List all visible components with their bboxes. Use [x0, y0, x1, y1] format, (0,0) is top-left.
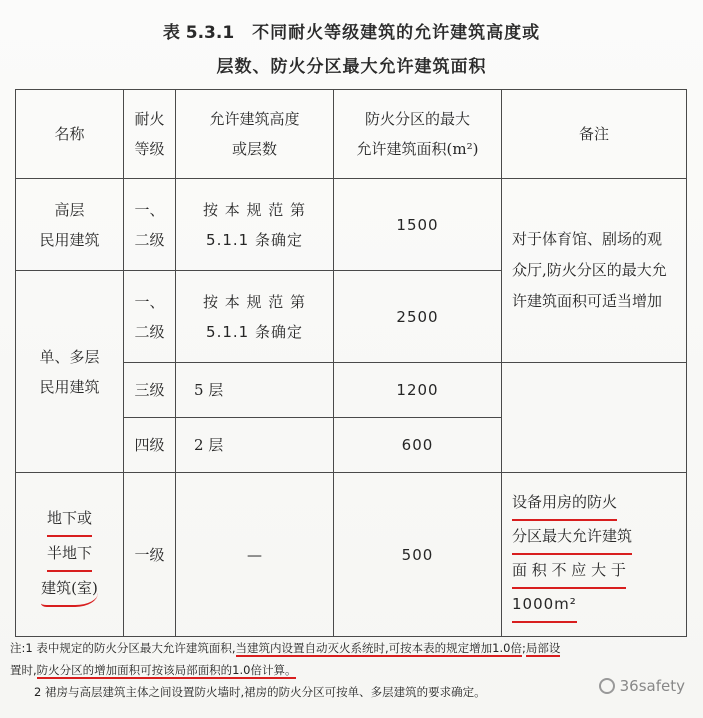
cell-multi-height-3: 2 层	[176, 418, 334, 473]
table-header-row	[16, 90, 687, 179]
cell-multi-area-2: 1200	[334, 363, 502, 418]
cell-under-name	[16, 473, 124, 637]
cell-remark-under	[502, 473, 687, 637]
cell-multi-area-1: 2500	[334, 271, 502, 363]
header-grade: 耐火 等级	[124, 90, 176, 179]
note-1-part-e: 置时,	[10, 663, 37, 677]
cell-multi-height-1: 按 本 规 范 第 5.1.1 条确定	[176, 271, 334, 363]
header-height: 允许建筑高度 或层数	[176, 90, 334, 179]
note-1-part-c: ;	[521, 641, 526, 655]
cell-multi-grade-2: 三级	[124, 363, 176, 418]
under-name-line3: 建筑(室)	[41, 572, 98, 607]
cell-remark-public: 对于体育馆、剧场的观众厅,防火分区的最大允许建筑面积可适当增加	[502, 179, 687, 363]
table-row	[16, 473, 687, 637]
remark-under-line1: 设备用房的防火	[512, 487, 617, 521]
note-1-line-1	[10, 637, 700, 659]
watermark-text: 36safety	[619, 677, 685, 695]
cell-high-name: 高层 民用建筑	[16, 179, 124, 271]
cell-multi-height-2: 5 层	[176, 363, 334, 418]
cell-multi-area-3: 600	[334, 418, 502, 473]
cell-high-area: 1500	[334, 179, 502, 271]
cell-multi-name: 单、多层 民用建筑	[16, 271, 124, 473]
cell-multi-grade-1: 一、 二级	[124, 271, 176, 363]
table-title-text: 不同耐火等级建筑的允许建筑高度或	[252, 23, 541, 43]
note-1-part-a: 注:1 表中规定的防火分区最大允许建筑面积,	[10, 641, 236, 655]
fire-compartment-table	[15, 89, 687, 637]
remark-under-line3: 面 积 不 应 大 于	[512, 555, 626, 589]
cell-under-area: 500	[334, 473, 502, 637]
watermark	[599, 677, 685, 695]
cell-high-height: 按 本 规 范 第 5.1.1 条确定	[176, 179, 334, 271]
note-1-line-2	[10, 659, 700, 681]
cell-remark-empty	[502, 363, 687, 473]
wechat-icon	[599, 678, 615, 694]
header-area: 防火分区的最大 允许建筑面积(m²)	[334, 90, 502, 179]
note-1-part-d: 局部设	[525, 641, 561, 655]
cell-multi-grade-3: 四级	[124, 418, 176, 473]
header-remark: 备注	[502, 90, 687, 179]
cell-under-height: —	[176, 473, 334, 637]
remark-under-line2: 分区最大允许建筑	[512, 521, 632, 555]
under-name-line1: 地下或	[47, 502, 92, 537]
table-title-line2: 层数、防火分区最大允许建筑面积	[216, 57, 487, 77]
note-1-part-b: 当建筑内设置自动灭火系统时,可按本表的规定增加1.0倍	[235, 641, 522, 655]
under-name-line2: 半地下	[47, 537, 92, 572]
table-title-line1	[0, 18, 703, 43]
note-2: 2 裙房与高层建筑主体之间设置防火墙时,裙房的防火分区可按单、多层建筑的要求确定。	[34, 685, 486, 699]
header-name: 名称	[16, 90, 124, 179]
note-1-part-f: 防火分区的增加面积可按该局部面积的1.0倍计算。	[36, 663, 297, 677]
table-row	[16, 179, 687, 271]
cell-high-grade: 一、 二级	[124, 179, 176, 271]
cell-under-grade: 一级	[124, 473, 176, 637]
table-notes	[10, 637, 700, 703]
remark-under-line4: 1000m²	[512, 589, 577, 623]
table-number: 表 5.3.1	[162, 23, 235, 43]
